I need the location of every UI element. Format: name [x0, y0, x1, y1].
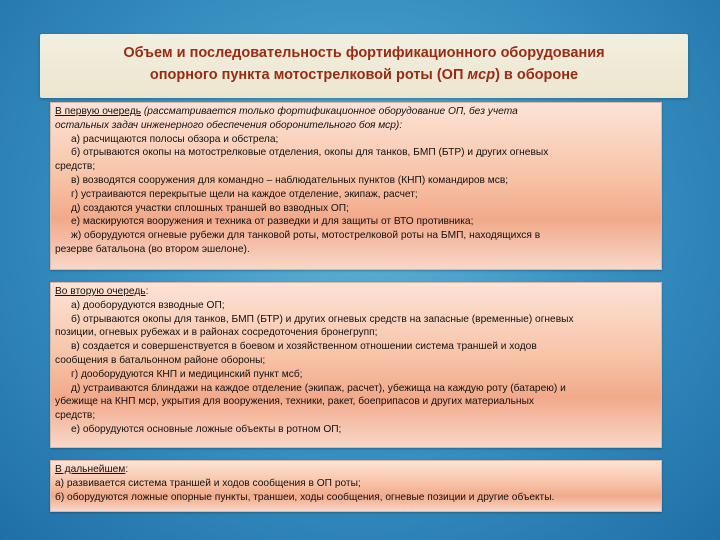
list-item: б) отрываются окопы на мотострелковые отделения, окопы для танков, БМП (БТР) и других огневых: [71, 147, 549, 159]
list-item: д) устраиваются блиндажи на каждое отделение (экипаж, расчет), убежища на каждую роту (батарею) и: [71, 382, 566, 394]
list-item-continued: средств;: [55, 161, 96, 173]
second-stage-colon: :: [145, 286, 149, 297]
title-line-2-italic: мср: [467, 67, 496, 83]
second-stage-block: [50, 282, 662, 448]
list-item: а) дооборудуются взводные ОП;: [71, 299, 225, 311]
list-item-continued: позиции, огневых рубежах и в районах сосредоточения бронегрупп;: [55, 327, 378, 339]
title-banner: [40, 34, 688, 98]
list-item: а) развивается система траншей и ходов сообщения в ОП роты;: [55, 477, 361, 489]
first-stage-block: [50, 102, 662, 270]
first-stage-note: (рассматривается только фортификационное оборудование ОП, без учета: [141, 106, 518, 117]
first-stage-header-line: [55, 105, 657, 119]
later-stage-block: [50, 460, 662, 512]
list-item: д) создаются участки сплошных траншей во взводных ОП;: [71, 202, 349, 214]
title-line-2-suffix: ) в обороне: [495, 67, 579, 83]
list-item: г) дооборудуются КНП и медицинский пункт мсб;: [71, 368, 303, 380]
page-title: [40, 42, 688, 86]
list-item: в) создается и совершенствуется в боевом и хозяйственном отношении система траншей и ходов: [71, 341, 537, 353]
list-item: е) оборудуются основные ложные объекты в ротном ОП;: [71, 423, 342, 435]
list-item: б) отрываются окопы для танков, БМП (БТР) и других огневых средств на запасные (временные) огневых: [71, 313, 574, 325]
later-stage-colon: :: [125, 464, 129, 475]
list-item: а) расчищаются полосы обзора и обстрела;: [71, 133, 279, 145]
list-item: б) оборудуются ложные опорные пункты, траншеи, ходы сообщения, огневые позиции и другие объекты.: [55, 491, 555, 503]
list-item-continued: резерве батальона (во втором эшелоне).: [55, 243, 250, 255]
later-stage-header-line: [55, 463, 657, 477]
list-item: в) возводятся сооружения для командно – наблюдательных пунктов (КНП) командиров мсв;: [71, 174, 509, 186]
first-stage-note-2: остальных задач инженерного обеспечения оборонительного боя мср):: [55, 119, 403, 131]
title-line-1: Объем и последовательность фортификационного оборудования: [123, 45, 605, 61]
list-item-continued: убежище на КНП мср, укрытия для вооружения, техники, ракет, боеприпасов и других материальных: [55, 396, 534, 408]
title-line-2-prefix: опорного пункта мотострелковой роты (ОП: [149, 67, 468, 83]
first-stage-heading: В первую очередь: [55, 106, 142, 117]
list-item: е) маскируются вооружения и техника от разведки и для защиты от ВТО противника;: [71, 216, 474, 228]
list-item-continued: средств;: [55, 410, 96, 422]
title-line-2: [40, 64, 688, 86]
second-stage-header-line: [55, 285, 657, 299]
second-stage-heading: Во вторую очередь: [55, 286, 146, 297]
later-stage-heading: В дальнейшем: [55, 464, 126, 475]
list-item: г) устраиваются перекрытые щели на каждое отделение, экипаж, расчет;: [71, 188, 418, 200]
list-item-continued: сообщения в батальонном районе обороны;: [55, 354, 266, 366]
list-item: ж) оборудуются огневые рубежи для танковой роты, мотострелковой роты на БМП, находящихся в: [71, 230, 541, 242]
